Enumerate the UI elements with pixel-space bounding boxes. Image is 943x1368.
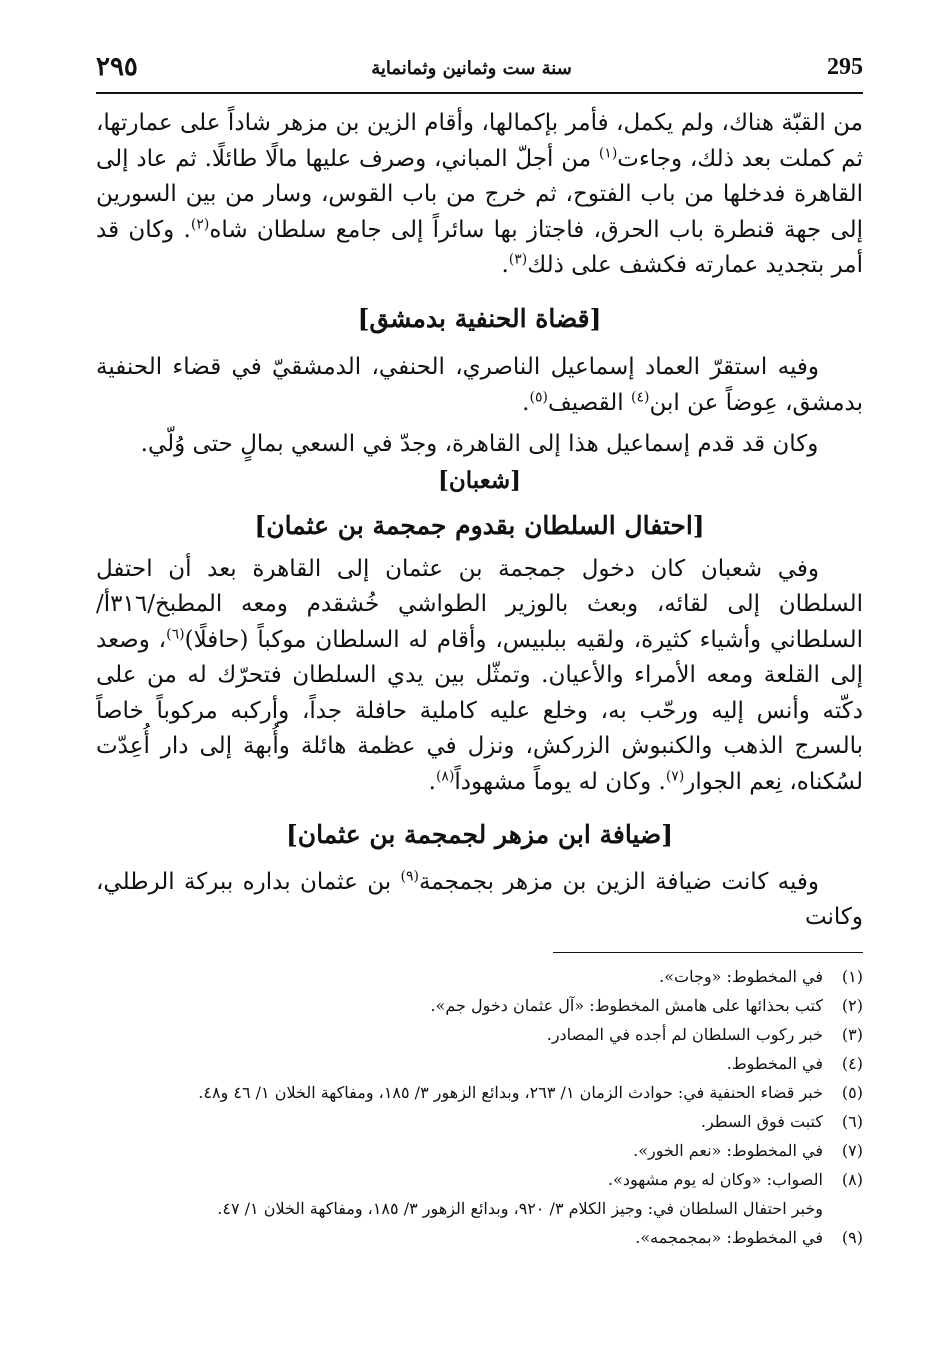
footnote-ref-2[interactable]: (٢): [190, 215, 210, 232]
paragraph-4: وفي شعبان كان دخول جمجمة بن عثمان إلى القاهرة بعد أن احتفل السلطان إلى لقائه، وبعث بالوزير الطواشي خُشقدم ومعه المطبخ/٣١٦أ/السلطاني وأشياء كثيرة، ولقيه ببلبيس، وأقام له السلطان موكباً (حافلًا)$^{(٦)}$، وصعد إلى القلعة ومعه الأمراء والأعيان. وتمثّل بين يدي السلطان فتحرّك له من على دكّته وأنس إليه ورحّب به، وخلع عليه كاملية حافلة جداً، وأركبه مركوباً خاصاً بالسرج الذهب والكنبوش الزركش، ونزل في عظمة هائلة وأُبهة إلى دار أُعِدّت لسُكناه، نِعم الجوار$^{(٧)}$. وكان له يوماً مشهوداً$^{(٨)}$.: [96, 555, 863, 795]
footnote-item: (٨) الصواب: «وكان له يوم مشهود».: [607, 1170, 863, 1189]
page-number-arabic: ٢٩٥: [96, 52, 138, 82]
footnote-separator: [553, 952, 863, 953]
header-rule: [96, 92, 863, 94]
section-heading-diyafa: [ضيافة ابن مزهر لجمجمة بن عثمان]: [285, 820, 674, 849]
footnote-item: (١) في المخطوط: «وجات».: [659, 967, 863, 986]
month-heading-shaban: [شعبان]: [438, 466, 521, 494]
paragraph-3: وكان قد قدم إسماعيل هذا إلى القاهرة، وجدّ في السعي بمالٍ حتى وُلّي.: [140, 431, 819, 457]
footnote-ref-3[interactable]: (٣): [508, 251, 528, 268]
footnotes: [96, 962, 863, 1252]
footnote-item: (٩) في المخطوط: «بمجمجمه».: [635, 1228, 863, 1247]
footnote-item: (٢) كتب بحذائها على هامش المخطوط: «آل عثمان دخول جم».: [430, 996, 863, 1015]
footnote-ref-8[interactable]: (٨): [435, 767, 455, 784]
footnote-ref-4[interactable]: (٤): [631, 388, 650, 405]
footnote-item-continuation: وخبر احتفال السلطان في: وجيز الكلام ٣/ ٩٢٠، وبدائع الزهور ٣/ ١٨٥، ومفاكهة الخلان ١/ ٤٧.: [217, 1199, 823, 1218]
footnote-ref-1[interactable]: (١): [598, 144, 618, 161]
paragraph-2: وفيه استقرّ العماد إسماعيل الناصري، الحنفي، الدمشقيّ في قضاء الحنفية بدمشق، عِوضاً عن ابن$^{(٤)}$ القصيف$^{(٥)}$.: [96, 354, 863, 416]
footnote-item: (٣) خبر ركوب السلطان لم أجده في المصادر.: [546, 1025, 863, 1044]
footnote-ref-5[interactable]: (٥): [529, 388, 548, 405]
section-heading-ihtifal: [احتفال السلطان بقدوم جمجمة بن عثمان]: [254, 511, 705, 540]
page-number-latin: 295: [827, 54, 863, 80]
footnote-ref-7[interactable]: (٧): [665, 767, 685, 784]
main-text: [96, 106, 863, 936]
section-heading-qudat: [قضاة الحنفية بدمشق]: [357, 303, 602, 333]
footnote-ref-9[interactable]: (٩): [400, 867, 419, 884]
running-title: سنة ست وثمانين وثمانماية: [371, 58, 572, 79]
footnote-item: (٤) في المخطوط.: [726, 1054, 863, 1073]
footnote-ref-6[interactable]: (٦): [166, 625, 185, 642]
paragraph-5: وفيه كانت ضيافة الزين بن مزهر بجمجمة$^{(٩)}$ بن عثمان بداره ببركة الرطلي، وكانت: [96, 867, 863, 930]
footnote-item: (٦) كتبت فوق السطر.: [700, 1112, 863, 1131]
paragraph-1: من القبّة هناك، ولم يكمل، فأمر بإكمالها، وأقام الزين بن مزهر شاداً على عمارتها، ثم كملت بعد ذلك، وجاءت$^{(١)}$ من أجلّ المباني، وصرف عليها مالًا طائلًا. ثم عاد إلى القاهرة فدخلها من باب الفتوح، ثم خرج من باب القوس، وسار من بين السورين إلى جهة قنطرة باب الحرق، فاجتاز بها سائراً إلى جامع سلطان شاه$^{(٢)}$. وكان قد أمر بتجديد عمارته فكشف على ذلك$^{(٣)}$.: [96, 110, 864, 278]
footnote-item: (٧) في المخطوط: «نعم الخور».: [633, 1141, 863, 1160]
footnote-item: (٥) خبر قضاء الحنفية في: حوادث الزمان ١/ ٢٦٣، وبدائع الزهور ٣/ ١٨٥، ومفاكهة الخلان ١/ ٤٦ و٤٨.: [198, 1083, 863, 1102]
